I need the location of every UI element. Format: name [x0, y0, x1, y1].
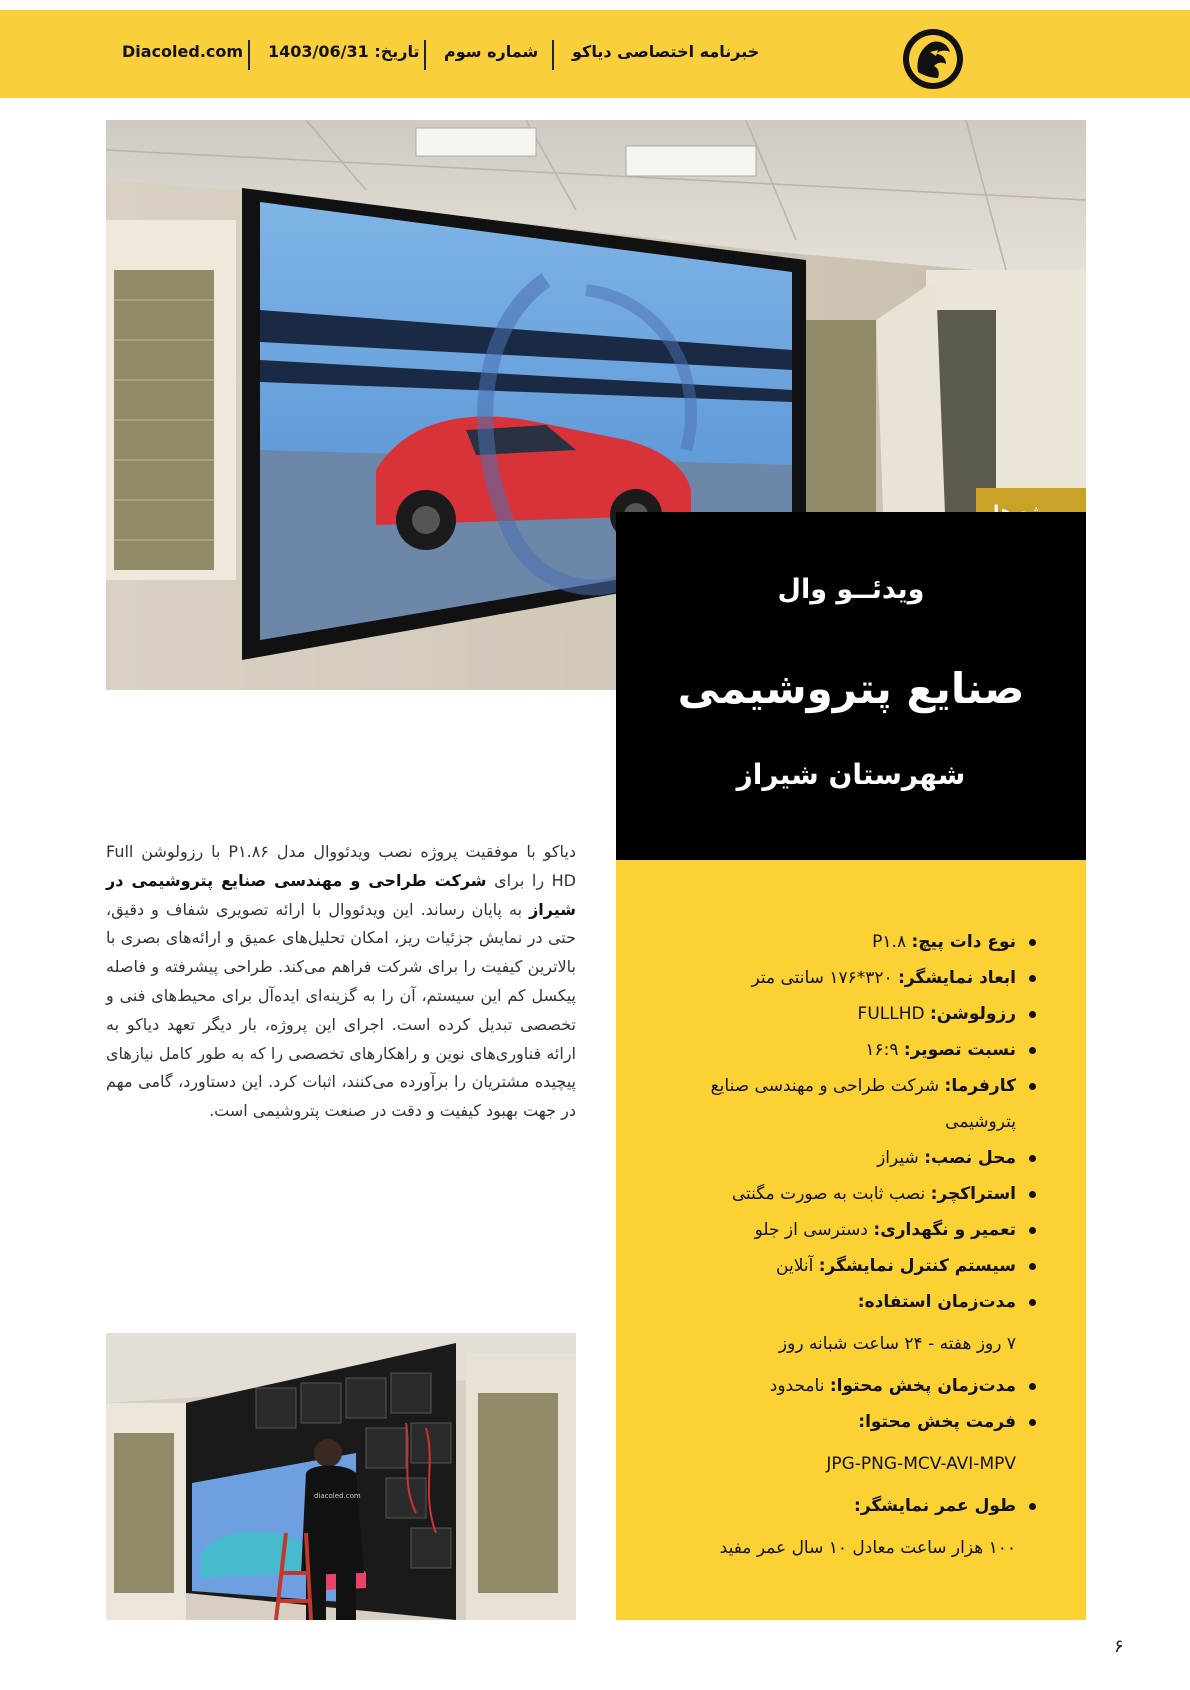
spec-item	[656, 1404, 1016, 1440]
website-text[interactable]: Diacoled.com	[122, 42, 244, 61]
hero-title-box	[616, 512, 1086, 860]
header-divider	[424, 40, 426, 70]
spec-value: JPG-PNG-MCV-AVI-MPV	[826, 1454, 1016, 1474]
spec-value: دسترسی از جلو	[754, 1220, 874, 1240]
spec-value: ۱۶:۹	[865, 1040, 904, 1060]
spec-label: سیستم کنترل نمایشگر:	[818, 1256, 1016, 1276]
spec-value: FULLHD	[857, 1004, 930, 1024]
spec-label: ابعاد نمایشگر:	[898, 968, 1016, 988]
header-divider	[248, 40, 250, 70]
hero-city: شهرستان شیراز	[736, 758, 966, 791]
spec-item	[656, 1032, 1016, 1068]
spec-label: محل نصب:	[924, 1148, 1016, 1168]
project-description	[106, 838, 576, 1126]
spec-item	[656, 1368, 1016, 1404]
spec-item	[656, 1284, 1016, 1320]
spec-item	[656, 924, 1016, 960]
spec-value: ۳۲۰*۱۷۶ سانتی متر	[751, 968, 899, 988]
header-bar	[0, 10, 1190, 98]
description-part-1: دیاکو با موفقیت پروژه نصب ویدئووال مدل P۱.۸۶ با رزولوشن Full HD را برای	[106, 842, 576, 890]
spec-continuation	[656, 1320, 1016, 1368]
spec-value: ۱۰۰ هزار ساعت معادل ۱۰ سال عمر مفید	[719, 1538, 1016, 1558]
description-part-2: به پایان رساند. این ویدئووال با ارائه تصویری شفاف و دقیق، حتی در نمایش جزئیات ریز، امکان تحلیل‌های عمیق و ارائه‌های بصری با بالاترین کیفیت را برای شرکت فراهم می‌کند. طراحی پیشرفته و فاصله پیکسل کم این سیستم، آن را به گزینه‌ای ایده‌آل برای محیط‌های فنی و تخصصی تبدیل کرده است. اجرای این پروژه، بار دیگر تعهد دیاکو به ارائه فناوری‌های نوین و راهکارهای تخصصی را که به طور کامل نیازهای پیچیده مشتریان را برآورده می‌کنند، اثبات کرد. این دستاورد، گامی مهم در جهت بهبود کیفیت و دقت در صنعت پتروشیمی است.	[106, 899, 576, 1121]
spec-label: فرمت پخش محتوا:	[858, 1412, 1016, 1432]
spec-label: طول عمر نمایشگر:	[854, 1496, 1016, 1516]
spec-item	[656, 1068, 1016, 1140]
spec-label: رزولوشن:	[930, 1004, 1016, 1024]
client-name-bold: شرکت طراحی و مهندسی صنایع پتروشیمی در شیراز	[106, 870, 576, 919]
spec-label: استراکچر:	[930, 1184, 1016, 1204]
spec-value: نامحدود	[769, 1376, 830, 1396]
hero-title: صنایع پتروشیمی	[677, 664, 1025, 713]
shirt-text: diacoled.com	[314, 1492, 361, 1500]
specs-list	[656, 924, 1016, 1572]
spec-label: نوع دات پیچ:	[911, 932, 1016, 952]
spec-value: شرکت طراحی و مهندسی صنایع پتروشیمی	[710, 1076, 1016, 1132]
header-divider	[552, 40, 554, 70]
spec-value: ۷ روز هفته - ۲۴ ساعت شبانه روز	[778, 1334, 1016, 1354]
spec-item	[656, 1212, 1016, 1248]
lion-logo-icon	[900, 26, 966, 92]
spec-label: مدت‌زمان استفاده:	[857, 1292, 1016, 1312]
date-text: تاریخ: 1403/06/31	[268, 42, 420, 61]
newsletter-title: خبرنامه اختصاصی دیاکو	[572, 42, 760, 61]
spec-label: مدت‌زمان پخش محتوا:	[829, 1376, 1016, 1396]
spec-value: P۱.۸	[872, 932, 912, 952]
spec-label: تعمیر و نگهداری:	[873, 1220, 1016, 1240]
spec-value: آنلاین	[776, 1256, 819, 1276]
spec-item	[656, 1176, 1016, 1212]
spec-item	[656, 1248, 1016, 1284]
installation-photo	[106, 1333, 576, 1620]
spec-continuation	[656, 1440, 1016, 1488]
spec-label: نسبت تصویر:	[903, 1040, 1016, 1060]
spec-item	[656, 1488, 1016, 1524]
spec-value: نصب ثابت به صورت مگنتی	[731, 1184, 931, 1204]
spec-item	[656, 1140, 1016, 1176]
issue-text: شماره سوم	[444, 42, 539, 61]
spec-continuation	[656, 1524, 1016, 1572]
hero-subtitle: ویدئــو وال	[777, 574, 925, 605]
spec-label: کارفرما:	[944, 1076, 1016, 1096]
page-number: ۶	[1114, 1636, 1124, 1657]
spec-item	[656, 960, 1016, 996]
specs-box	[616, 860, 1086, 1620]
spec-item	[656, 996, 1016, 1032]
spec-value: شیراز	[877, 1148, 925, 1168]
